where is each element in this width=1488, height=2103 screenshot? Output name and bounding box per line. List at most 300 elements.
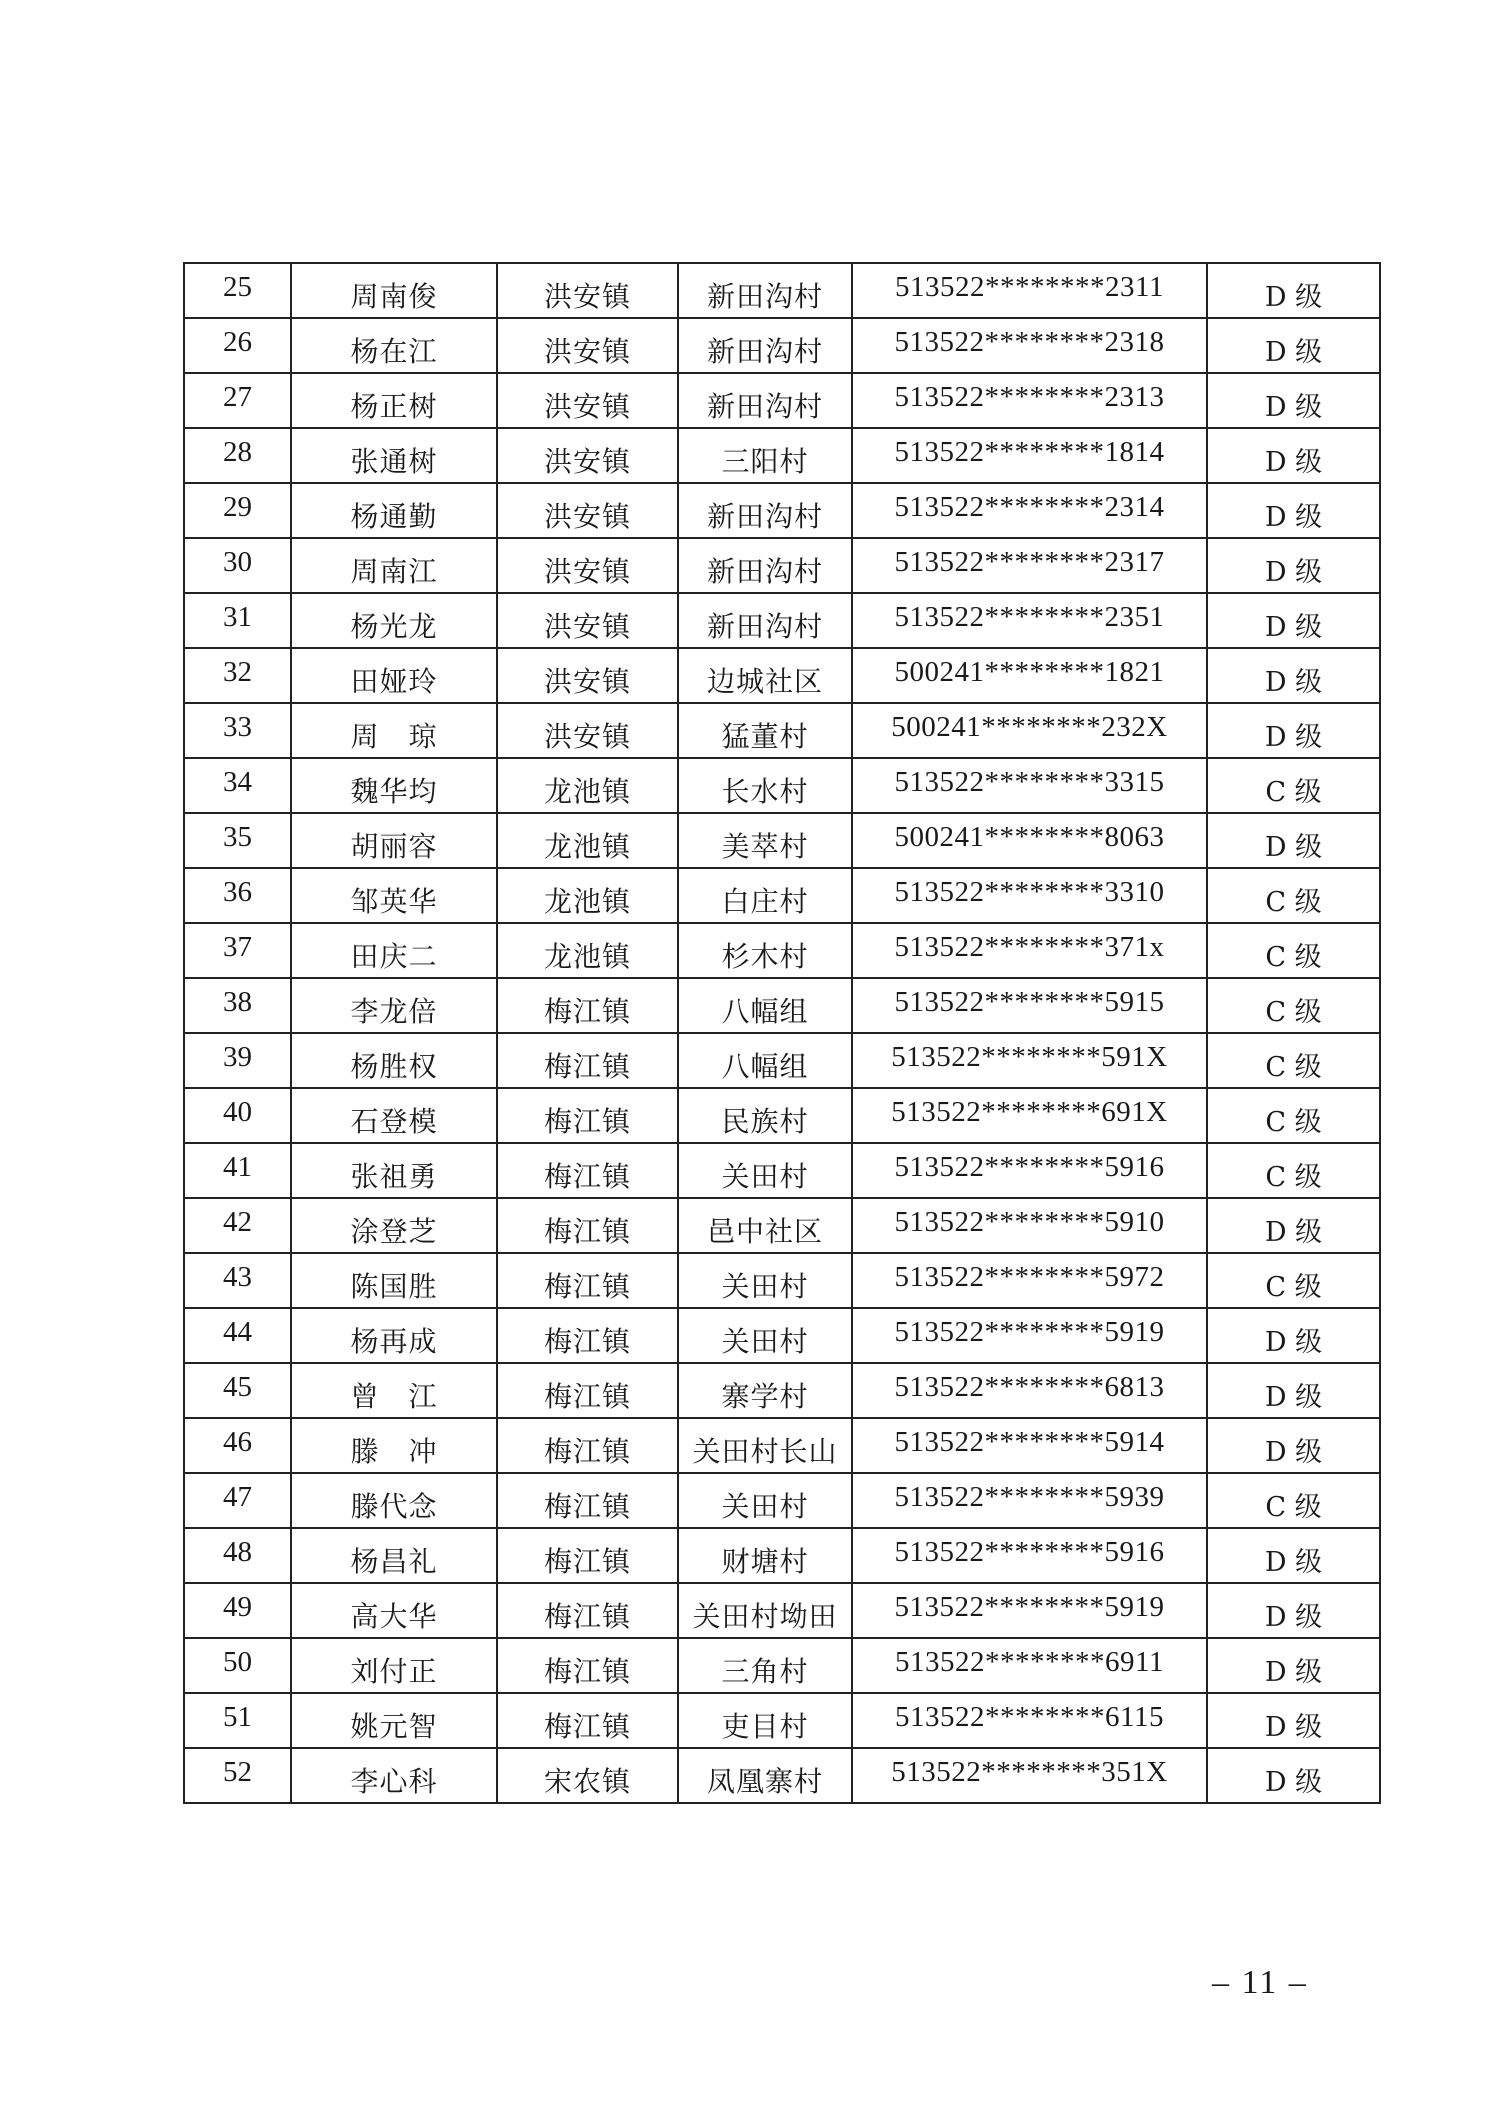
town-name-cell: [497, 648, 678, 703]
village-name: 美萃村: [721, 829, 809, 863]
risk-level-cell: [1207, 483, 1380, 538]
id-number: 513522********5919: [894, 1591, 1165, 1623]
row-number-cell: [184, 1418, 291, 1473]
village-name: 八幅组: [721, 1049, 809, 1083]
row-number: 52: [223, 1756, 252, 1788]
person-name: 高大华: [350, 1599, 438, 1633]
person-name: 涂登芝: [350, 1214, 438, 1248]
village-name-cell: [678, 1308, 852, 1363]
town-name: 洪安镇: [543, 719, 631, 753]
risk-level-cell: [1207, 1693, 1380, 1748]
person-name: 李心科: [350, 1764, 438, 1798]
risk-level-cell: [1207, 703, 1380, 758]
id-number: 513522********6911: [895, 1646, 1164, 1678]
village-name-cell: [678, 1693, 852, 1748]
person-name-cell: [291, 923, 497, 978]
village-name-cell: [678, 1088, 852, 1143]
village-name-cell: [678, 813, 852, 868]
row-number: 33: [223, 711, 252, 743]
person-name: 周 琼: [350, 719, 438, 753]
village-name: 新田沟村: [706, 334, 823, 368]
town-name-cell: [497, 758, 678, 813]
table-row: [184, 703, 1380, 758]
id-number: 513522********5939: [894, 1481, 1165, 1513]
id-number-cell: [852, 758, 1207, 813]
village-name: 白庄村: [721, 884, 809, 918]
village-name-cell: [678, 1748, 852, 1803]
table-row: [184, 263, 1380, 318]
risk-level: D 级: [1264, 612, 1323, 643]
id-number: 513522********2317: [894, 546, 1165, 578]
village-name-cell: [678, 1418, 852, 1473]
village-name: 凤凰寨村: [706, 1764, 823, 1798]
person-name-cell: [291, 1308, 497, 1363]
town-name: 梅江镇: [543, 1269, 631, 1303]
id-number-cell: [852, 428, 1207, 483]
person-name-cell: [291, 1253, 497, 1308]
row-number: 47: [223, 1481, 252, 1513]
risk-level-cell: [1207, 813, 1380, 868]
village-name-cell: [678, 1473, 852, 1528]
risk-level: D 级: [1264, 282, 1323, 313]
row-number-cell: [184, 538, 291, 593]
risk-level-cell: [1207, 1363, 1380, 1418]
person-name-cell: [291, 1638, 497, 1693]
village-name-cell: [678, 978, 852, 1033]
row-number-cell: [184, 593, 291, 648]
row-number: 42: [223, 1206, 252, 1238]
village-name: 关田村坳田: [692, 1599, 838, 1633]
row-number: 34: [223, 766, 252, 798]
person-name-cell: [291, 758, 497, 813]
id-number: 513522********5910: [894, 1206, 1165, 1238]
row-number: 38: [223, 986, 252, 1018]
town-name: 洪安镇: [543, 554, 631, 588]
person-name: 杨正树: [350, 389, 438, 423]
town-name: 洪安镇: [543, 334, 631, 368]
person-name: 滕代念: [350, 1489, 438, 1523]
id-number: 513522********591X: [891, 1041, 1168, 1073]
village-name-cell: [678, 1638, 852, 1693]
id-number-cell: [852, 593, 1207, 648]
town-name: 梅江镇: [543, 1599, 631, 1633]
id-number-cell: [852, 1473, 1207, 1528]
row-number-cell: [184, 318, 291, 373]
risk-level-cell: [1207, 1308, 1380, 1363]
person-name: 田娅玲: [350, 664, 438, 698]
row-number-cell: [184, 428, 291, 483]
id-number-cell: [852, 813, 1207, 868]
row-number-cell: [184, 1473, 291, 1528]
id-number: 513522********5972: [894, 1261, 1165, 1293]
row-number-cell: [184, 978, 291, 1033]
village-name-cell: [678, 1033, 852, 1088]
person-name: 周南俊: [350, 279, 438, 313]
town-name-cell: [497, 978, 678, 1033]
village-name: 关田村: [721, 1269, 809, 1303]
risk-level: C 级: [1265, 1162, 1322, 1193]
risk-level-cell: [1207, 758, 1380, 813]
town-name-cell: [497, 703, 678, 758]
person-name: 胡丽容: [350, 829, 438, 863]
row-number-cell: [184, 1088, 291, 1143]
person-name: 周南江: [350, 554, 438, 588]
person-name-cell: [291, 1583, 497, 1638]
id-number-cell: [852, 263, 1207, 318]
id-number-cell: [852, 1033, 1207, 1088]
town-name-cell: [497, 1693, 678, 1748]
village-name-cell: [678, 923, 852, 978]
row-number-cell: [184, 868, 291, 923]
id-number-cell: [852, 1418, 1207, 1473]
person-name-cell: [291, 1418, 497, 1473]
town-name-cell: [497, 538, 678, 593]
risk-level-cell: [1207, 1418, 1380, 1473]
row-number: 31: [223, 601, 252, 633]
risk-level: D 级: [1264, 722, 1323, 753]
risk-level: D 级: [1264, 1327, 1323, 1358]
row-number: 28: [223, 436, 252, 468]
person-name-cell: [291, 1473, 497, 1528]
table-row: [184, 868, 1380, 923]
row-number: 27: [223, 381, 252, 413]
id-number-cell: [852, 1693, 1207, 1748]
id-number: 513522********5916: [894, 1151, 1165, 1183]
row-number: 48: [223, 1536, 252, 1568]
person-name-cell: [291, 1748, 497, 1803]
person-name-cell: [291, 978, 497, 1033]
town-name-cell: [497, 1418, 678, 1473]
village-name-cell: [678, 703, 852, 758]
town-name-cell: [497, 1033, 678, 1088]
town-name-cell: [497, 1253, 678, 1308]
person-name: 刘付正: [350, 1654, 438, 1688]
table-row: [184, 593, 1380, 648]
village-name-cell: [678, 318, 852, 373]
table-row: [184, 318, 1380, 373]
risk-level: D 级: [1264, 1712, 1323, 1743]
row-number-cell: [184, 1528, 291, 1583]
row-number: 26: [223, 326, 252, 358]
person-name-cell: [291, 813, 497, 868]
row-number-cell: [184, 1253, 291, 1308]
risk-level: D 级: [1264, 832, 1323, 863]
village-name-cell: [678, 593, 852, 648]
person-name-cell: [291, 263, 497, 318]
town-name-cell: [497, 868, 678, 923]
town-name: 梅江镇: [543, 1544, 631, 1578]
table-row: [184, 978, 1380, 1033]
village-name: 新田沟村: [706, 499, 823, 533]
id-number: 513522********3315: [894, 766, 1165, 798]
id-number: 513522********5919: [894, 1316, 1165, 1348]
risk-level: C 级: [1265, 1107, 1322, 1138]
id-number: 513522********1814: [894, 436, 1165, 468]
row-number: 30: [223, 546, 252, 578]
town-name: 洪安镇: [543, 499, 631, 533]
village-name-cell: [678, 758, 852, 813]
village-name: 新田沟村: [706, 389, 823, 423]
id-number: 513522********2311: [895, 271, 1164, 303]
village-name: 八幅组: [721, 994, 809, 1028]
row-number-cell: [184, 923, 291, 978]
risk-level: D 级: [1264, 667, 1323, 698]
row-number-cell: [184, 1308, 291, 1363]
id-number-cell: [852, 1198, 1207, 1253]
row-number: 40: [223, 1096, 252, 1128]
row-number-cell: [184, 703, 291, 758]
id-number: 513522********371x: [894, 931, 1165, 963]
town-name-cell: [497, 1363, 678, 1418]
town-name-cell: [497, 1748, 678, 1803]
town-name-cell: [497, 593, 678, 648]
id-number-cell: [852, 483, 1207, 538]
town-name-cell: [497, 923, 678, 978]
table-row: [184, 1748, 1380, 1803]
risk-level-cell: [1207, 263, 1380, 318]
town-name: 洪安镇: [543, 279, 631, 313]
person-name: 姚元智: [350, 1709, 438, 1743]
person-name: 杨昌礼: [350, 1544, 438, 1578]
row-number-cell: [184, 1693, 291, 1748]
row-number-cell: [184, 1143, 291, 1198]
person-name-cell: [291, 648, 497, 703]
person-name-cell: [291, 593, 497, 648]
id-number-cell: [852, 648, 1207, 703]
row-number-cell: [184, 1363, 291, 1418]
table-row: [184, 1143, 1380, 1198]
risk-level: D 级: [1264, 447, 1323, 478]
row-number: 25: [223, 271, 252, 303]
risk-level-cell: [1207, 923, 1380, 978]
village-name: 猛董村: [721, 719, 809, 753]
town-name: 洪安镇: [543, 444, 631, 478]
village-name: 杉木村: [721, 939, 809, 973]
table-row: [184, 483, 1380, 538]
village-name: 三阳村: [721, 444, 809, 478]
town-name-cell: [497, 1088, 678, 1143]
town-name: 梅江镇: [543, 1434, 631, 1468]
risk-level-cell: [1207, 978, 1380, 1033]
town-name-cell: [497, 428, 678, 483]
roster-table: [183, 262, 1381, 1804]
risk-level: D 级: [1264, 1767, 1323, 1798]
row-number: 50: [223, 1646, 252, 1678]
village-name-cell: [678, 648, 852, 703]
village-name-cell: [678, 483, 852, 538]
village-name: 新田沟村: [706, 609, 823, 643]
person-name: 杨再成: [350, 1324, 438, 1358]
risk-level-cell: [1207, 1143, 1380, 1198]
risk-level-cell: [1207, 538, 1380, 593]
town-name-cell: [497, 318, 678, 373]
person-name: 邹英华: [350, 884, 438, 918]
town-name-cell: [497, 1198, 678, 1253]
village-name: 邑中社区: [706, 1214, 823, 1248]
id-number: 513522********3310: [894, 876, 1165, 908]
id-number-cell: [852, 1363, 1207, 1418]
row-number: 36: [223, 876, 252, 908]
person-name-cell: [291, 428, 497, 483]
row-number: 29: [223, 491, 252, 523]
risk-level: D 级: [1264, 1547, 1323, 1578]
risk-level: D 级: [1264, 1382, 1323, 1413]
village-name-cell: [678, 1143, 852, 1198]
risk-level-cell: [1207, 648, 1380, 703]
village-name: 边城社区: [706, 664, 823, 698]
row-number-cell: [184, 1638, 291, 1693]
risk-level-cell: [1207, 1583, 1380, 1638]
table-row: [184, 1638, 1380, 1693]
row-number-cell: [184, 483, 291, 538]
id-number-cell: [852, 1748, 1207, 1803]
village-name: 关田村长山: [692, 1434, 838, 1468]
table-row: [184, 648, 1380, 703]
town-name: 龙池镇: [543, 939, 631, 973]
village-name: 关田村: [721, 1324, 809, 1358]
id-number: 513522********6813: [894, 1371, 1165, 1403]
table-row: [184, 1693, 1380, 1748]
table-row: [184, 1363, 1380, 1418]
village-name: 吏目村: [721, 1709, 809, 1743]
id-number-cell: [852, 1088, 1207, 1143]
table-row: [184, 373, 1380, 428]
town-name-cell: [497, 1308, 678, 1363]
id-number-cell: [852, 1308, 1207, 1363]
row-number-cell: [184, 1748, 291, 1803]
village-name: 关田村: [721, 1159, 809, 1193]
village-name: 三角村: [721, 1654, 809, 1688]
person-name: 张通树: [350, 444, 438, 478]
id-number-cell: [852, 1143, 1207, 1198]
risk-level-cell: [1207, 1198, 1380, 1253]
person-name: 杨光龙: [350, 609, 438, 643]
risk-level-cell: [1207, 373, 1380, 428]
village-name-cell: [678, 428, 852, 483]
person-name-cell: [291, 1033, 497, 1088]
risk-level-cell: [1207, 1638, 1380, 1693]
village-name-cell: [678, 1198, 852, 1253]
risk-level: D 级: [1264, 1602, 1323, 1633]
village-name: 民族村: [721, 1104, 809, 1138]
person-name: 李龙倍: [350, 994, 438, 1028]
town-name: 梅江镇: [543, 1159, 631, 1193]
row-number-cell: [184, 1583, 291, 1638]
town-name: 龙池镇: [543, 774, 631, 808]
row-number: 39: [223, 1041, 252, 1073]
risk-level: C 级: [1265, 887, 1322, 918]
row-number: 51: [223, 1701, 252, 1733]
id-number-cell: [852, 868, 1207, 923]
village-name-cell: [678, 1528, 852, 1583]
person-name: 滕 冲: [350, 1434, 438, 1468]
risk-level: D 级: [1264, 1437, 1323, 1468]
row-number-cell: [184, 1033, 291, 1088]
risk-level-cell: [1207, 868, 1380, 923]
table-row: [184, 1198, 1380, 1253]
row-number: 45: [223, 1371, 252, 1403]
table-row: [184, 1528, 1380, 1583]
person-name: 魏华均: [350, 774, 438, 808]
id-number: 513522********6115: [895, 1701, 1164, 1733]
row-number: 32: [223, 656, 252, 688]
town-name-cell: [497, 373, 678, 428]
id-number-cell: [852, 1528, 1207, 1583]
table-row: [184, 1033, 1380, 1088]
person-name: 杨胜权: [350, 1049, 438, 1083]
town-name: 龙池镇: [543, 884, 631, 918]
town-name: 梅江镇: [543, 1654, 631, 1688]
village-name-cell: [678, 263, 852, 318]
town-name-cell: [497, 263, 678, 318]
id-number: 513522********351X: [891, 1756, 1168, 1788]
person-name: 杨通勤: [350, 499, 438, 533]
town-name: 洪安镇: [543, 609, 631, 643]
person-name: 张祖勇: [350, 1159, 438, 1193]
village-name: 长水村: [721, 774, 809, 808]
person-name-cell: [291, 1143, 497, 1198]
town-name: 梅江镇: [543, 1104, 631, 1138]
roster-table-body: [184, 263, 1380, 1803]
person-name-cell: [291, 1088, 497, 1143]
risk-level: D 级: [1264, 1657, 1323, 1688]
town-name-cell: [497, 1143, 678, 1198]
row-number-cell: [184, 263, 291, 318]
risk-level-cell: [1207, 318, 1380, 373]
village-name: 寨学村: [721, 1379, 809, 1413]
id-number-cell: [852, 373, 1207, 428]
id-number-cell: [852, 538, 1207, 593]
id-number: 513522********2313: [894, 381, 1165, 413]
risk-level-cell: [1207, 1033, 1380, 1088]
town-name: 梅江镇: [543, 994, 631, 1028]
town-name: 洪安镇: [543, 389, 631, 423]
risk-level-cell: [1207, 593, 1380, 648]
row-number: 35: [223, 821, 252, 853]
table-row: [184, 428, 1380, 483]
table-row: [184, 538, 1380, 593]
row-number: 37: [223, 931, 252, 963]
id-number: 513522********5916: [894, 1536, 1165, 1568]
village-name: 关田村: [721, 1489, 809, 1523]
id-number: 513522********2351: [894, 601, 1165, 633]
person-name-cell: [291, 318, 497, 373]
page-number: – 11 –: [1212, 1964, 1308, 2001]
row-number: 43: [223, 1261, 252, 1293]
person-name-cell: [291, 373, 497, 428]
village-name-cell: [678, 538, 852, 593]
id-number-cell: [852, 923, 1207, 978]
person-name-cell: [291, 1198, 497, 1253]
risk-level: D 级: [1264, 557, 1323, 588]
person-name: 陈国胜: [350, 1269, 438, 1303]
person-name-cell: [291, 1693, 497, 1748]
risk-level: C 级: [1265, 1272, 1322, 1303]
risk-level: D 级: [1264, 502, 1323, 533]
id-number: 513522********2314: [894, 491, 1165, 523]
id-number: 513522********5914: [894, 1426, 1165, 1458]
person-name: 田庆二: [350, 939, 438, 973]
town-name: 梅江镇: [543, 1379, 631, 1413]
town-name: 洪安镇: [543, 664, 631, 698]
village-name: 财塘村: [721, 1544, 809, 1578]
town-name: 梅江镇: [543, 1049, 631, 1083]
table-row: [184, 1473, 1380, 1528]
id-number: 513522********691X: [891, 1096, 1168, 1128]
village-name-cell: [678, 868, 852, 923]
table-row: [184, 1253, 1380, 1308]
row-number-cell: [184, 373, 291, 428]
